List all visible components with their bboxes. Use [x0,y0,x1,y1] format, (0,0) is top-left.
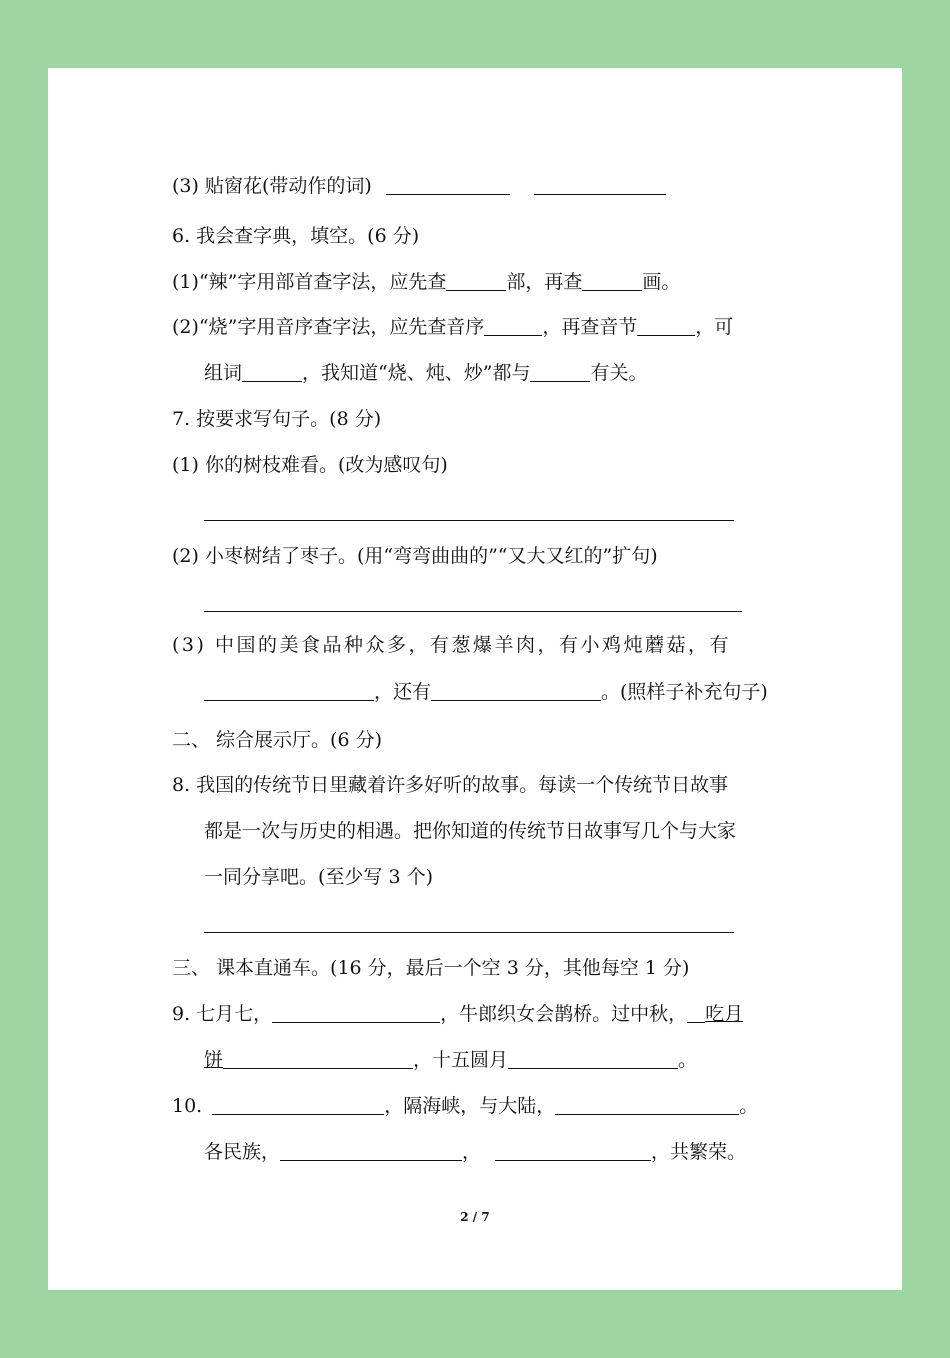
page-number: 2 / 7 [460,1210,490,1224]
q6-title: 6. 我会查字典，填空。(6 分) [172,225,420,247]
answer-blank[interactable] [495,1140,651,1161]
answer-blank[interactable] [223,1048,413,1069]
answer-blank[interactable] [446,270,506,291]
q7-title: 7. 按要求写句子。(8 分) [172,408,382,430]
q9-line1: 9. 七月七， ，牛郎织女会鹊桥。过中秋， 吃月 [172,1003,744,1025]
section-3-heading: 三、 课本直通车。(16 分，最后一个空 3 分，其他每空 1 分) [172,957,690,979]
q10-line1: 10. ，隔海峡，与大陆， 。 [172,1095,759,1117]
answer-line[interactable] [204,520,734,521]
q8-line2: 都是一次与历史的相遇。把你知道的传统节日故事写几个与大家 [204,820,737,842]
answer-line[interactable] [204,932,734,933]
answer-blank[interactable] [386,174,510,195]
q5-item3: (3) 贴窗花(带动作的词) [172,172,666,200]
answer-blank[interactable] [530,361,590,382]
answer-blank[interactable] [687,1002,705,1023]
answer-blank[interactable] [204,680,374,701]
answer-blank[interactable] [484,315,542,336]
answer-blank[interactable] [555,1094,739,1115]
answer-blank[interactable] [431,680,601,701]
answer-blank[interactable] [212,1094,384,1115]
q8-line3: 一同分享吧。(至少写 3 个) [204,866,433,888]
q6-item2-line2: 组词 ，我知道“烧、炖、炒”都与 有关。 [204,362,648,384]
q10-line2: 各民族， ， ，共繁荣。 [204,1141,747,1163]
answer-line[interactable] [204,611,742,612]
answer-blank[interactable] [508,1048,678,1069]
q8-line1: 8. 我国的传统节日里藏着许多好听的故事。每读一个传统节日故事 [172,774,729,796]
q6-item2-line1: (2)“烧”字用音序查字法，应先查音序 ，再查音节 ，可 [172,316,734,338]
answer-blank[interactable] [534,174,666,195]
answer-blank[interactable] [280,1140,462,1161]
q7-item3-line2: ，还有 。(照样子补充句子) [204,678,768,706]
q6-item1: (1)“辣”字用部首查字法，应先查 部，再查 画。 [172,271,681,293]
section-2-heading: 二、 综合展示厅。(6 分) [172,729,382,751]
answer-blank[interactable] [272,1002,440,1023]
q9-line2: 饼 ，十五圆月 。 [204,1049,698,1071]
q7-item3-line1: (3) 中国的美食品种众多，有葱爆羊肉，有小鸡炖蘑菇，有 [172,634,731,656]
answer-blank[interactable] [637,315,695,336]
worksheet-page [48,68,902,1290]
answer-blank[interactable] [242,361,302,382]
q7-item1: (1) 你的树枝难看。(改为感叹句) [172,454,448,476]
answer-blank[interactable] [582,270,642,291]
q7-item2: (2) 小枣树结了枣子。(用“弯弯曲曲的”“又大又红的”扩句) [172,545,658,567]
